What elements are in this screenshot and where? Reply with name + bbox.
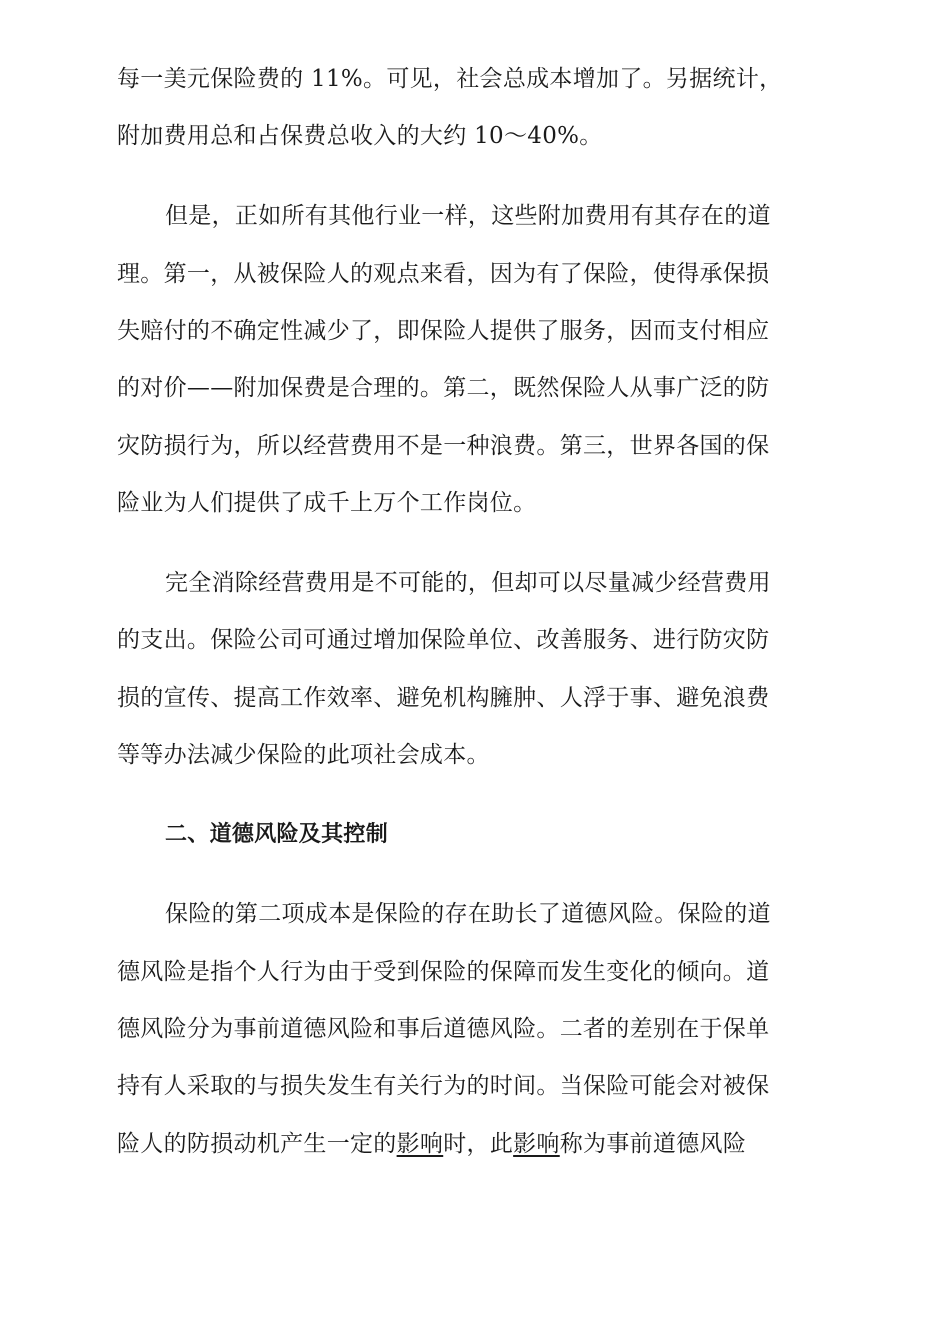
paragraph-line: 完全消除经营费用是不可能的，但却可以尽量减少经营费用 xyxy=(165,570,771,596)
paragraph-line: 的支出。保险公司可通过增加保险单位、改善服务、进行防灾防 xyxy=(117,627,770,653)
paragraph-line: 德风险是指个人行为由于受到保险的保障而发生变化的倾向。道 xyxy=(117,959,770,985)
text-span: 称为事前道德风险 xyxy=(559,1131,747,1157)
paragraph-line: 附加费用总和占保费总收入的大约 10～40%。 xyxy=(117,123,603,149)
paragraph-line: 持有人采取的与损失发生有关行为的时间。当保险可能会对被保 xyxy=(117,1073,770,1099)
paragraph-line: 每一美元保险费的 11%。可见，社会总成本增加了。另据统计， xyxy=(117,66,783,92)
paragraph-line: 保险的第二项成本是保险的存在助长了道德风险。保险的道 xyxy=(165,901,771,927)
underlined-term: 影响 xyxy=(396,1131,444,1157)
text-span: 险人的防损动机产生一定的 xyxy=(117,1131,397,1157)
paragraph-line: 等等办法减少保险的此项社会成本。 xyxy=(117,742,490,768)
paragraph-line: 损的宣传、提高工作效率、避免机构臃肿、人浮于事、避免浪费 xyxy=(117,685,770,711)
paragraph-line: 理。第一，从被保险人的观点来看，因为有了保险，使得承保损 xyxy=(117,261,770,287)
paragraph-line: 险业为人们提供了成千上万个工作岗位。 xyxy=(117,490,537,516)
text-span: 时，此 xyxy=(443,1131,514,1157)
paragraph-line: 灾防损行为，所以经营费用不是一种浪费。第三，世界各国的保 xyxy=(117,433,770,459)
section-heading: 二、道德风险及其控制 xyxy=(165,822,389,847)
paragraph-line: 但是，正如所有其他行业一样，这些附加费用有其存在的道 xyxy=(165,203,771,229)
paragraph-line: 的对价——附加保费是合理的。第二，既然保险人从事广泛的防 xyxy=(117,375,770,401)
underlined-term: 影响 xyxy=(513,1131,560,1157)
paragraph-line-last xyxy=(117,1124,746,1164)
paragraph-line: 德风险分为事前道德风险和事后道德风险。二者的差别在于保单 xyxy=(117,1016,770,1042)
paragraph-line: 失赔付的不确定性减少了，即保险人提供了服务，因而支付相应 xyxy=(117,318,770,344)
